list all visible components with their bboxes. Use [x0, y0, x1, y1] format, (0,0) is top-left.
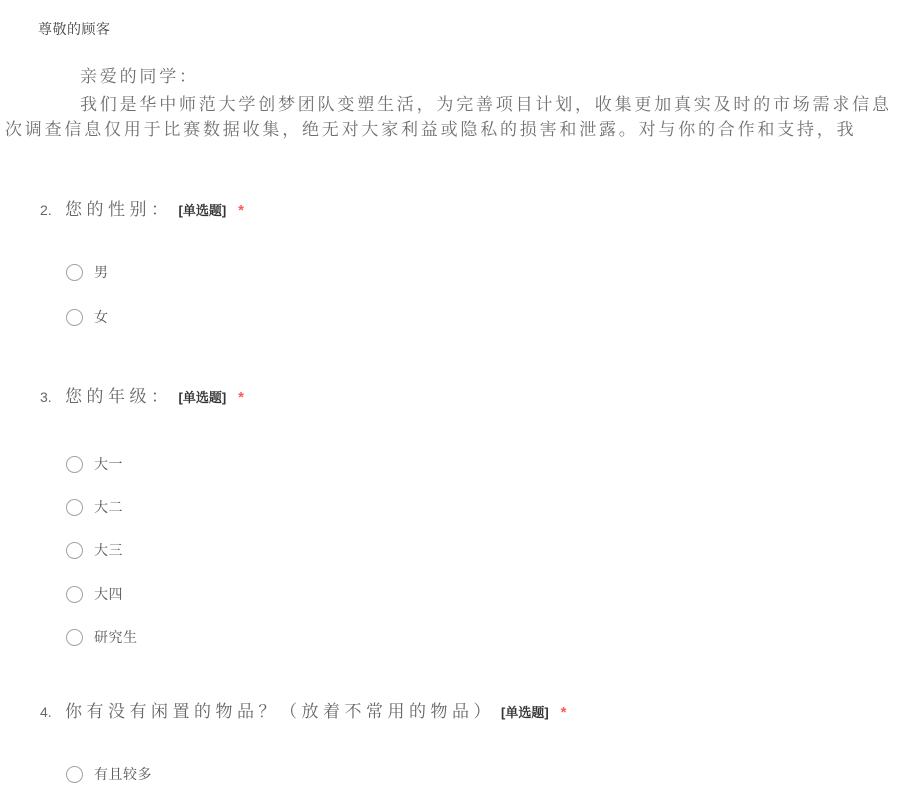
radio-button[interactable]	[66, 499, 83, 516]
radio-button[interactable]	[66, 586, 83, 603]
option-label[interactable]: 大三	[94, 542, 123, 558]
option-label[interactable]: 大二	[94, 499, 123, 515]
question-4-header	[40, 697, 567, 722]
option-row-graduate[interactable]	[66, 627, 138, 647]
intro-paragraph-line-2: 次调查信息仅用于比赛数据收集，绝无对大家利益或隐私的损害和泄露。对与你的合作和支持，我	[5, 120, 857, 139]
greeting-text: 尊敬的顾客	[38, 21, 111, 37]
question-title: 你有没有闲置的物品？（放着不常用的物品）	[65, 702, 495, 721]
question-number: 4.	[40, 704, 52, 720]
required-asterisk: *	[238, 202, 245, 219]
question-title: 您的性别：	[65, 200, 173, 219]
radio-button[interactable]	[66, 766, 83, 783]
intro-paragraph-line-1: 我们是华中师范大学创梦团队变塑生活，为完善项目计划，收集更加真实及时的市场需求信息	[80, 95, 892, 114]
radio-button[interactable]	[66, 629, 83, 646]
radio-button[interactable]	[66, 264, 83, 281]
radio-button[interactable]	[66, 309, 83, 326]
option-row-junior[interactable]	[66, 540, 123, 560]
option-row-sophomore[interactable]	[66, 497, 123, 517]
question-number: 2.	[40, 202, 52, 218]
option-row-senior[interactable]	[66, 584, 123, 604]
option-label[interactable]: 有且较多	[94, 766, 152, 782]
question-2-header	[40, 195, 244, 220]
question-number: 3.	[40, 389, 52, 405]
option-row-female[interactable]	[66, 307, 109, 327]
option-label[interactable]: 大一	[94, 456, 123, 472]
intro-salutation: 亲爱的同学：	[80, 67, 199, 86]
option-row-male[interactable]	[66, 262, 109, 282]
option-row-freshman[interactable]	[66, 454, 123, 474]
question-title: 您的年级：	[65, 387, 173, 406]
radio-button[interactable]	[66, 456, 83, 473]
question-3-header	[40, 382, 244, 407]
question-type-badge: [单选题]	[178, 203, 227, 218]
option-label[interactable]: 大四	[94, 586, 123, 602]
radio-button[interactable]	[66, 542, 83, 559]
question-type-badge: [单选题]	[178, 390, 227, 405]
option-label[interactable]: 女	[94, 309, 109, 325]
required-asterisk: *	[238, 389, 245, 406]
required-asterisk: *	[560, 704, 567, 721]
option-label[interactable]: 研究生	[94, 629, 138, 645]
option-row-have-many[interactable]	[66, 764, 152, 784]
question-type-badge: [单选题]	[501, 705, 549, 720]
option-label[interactable]: 男	[94, 264, 109, 280]
